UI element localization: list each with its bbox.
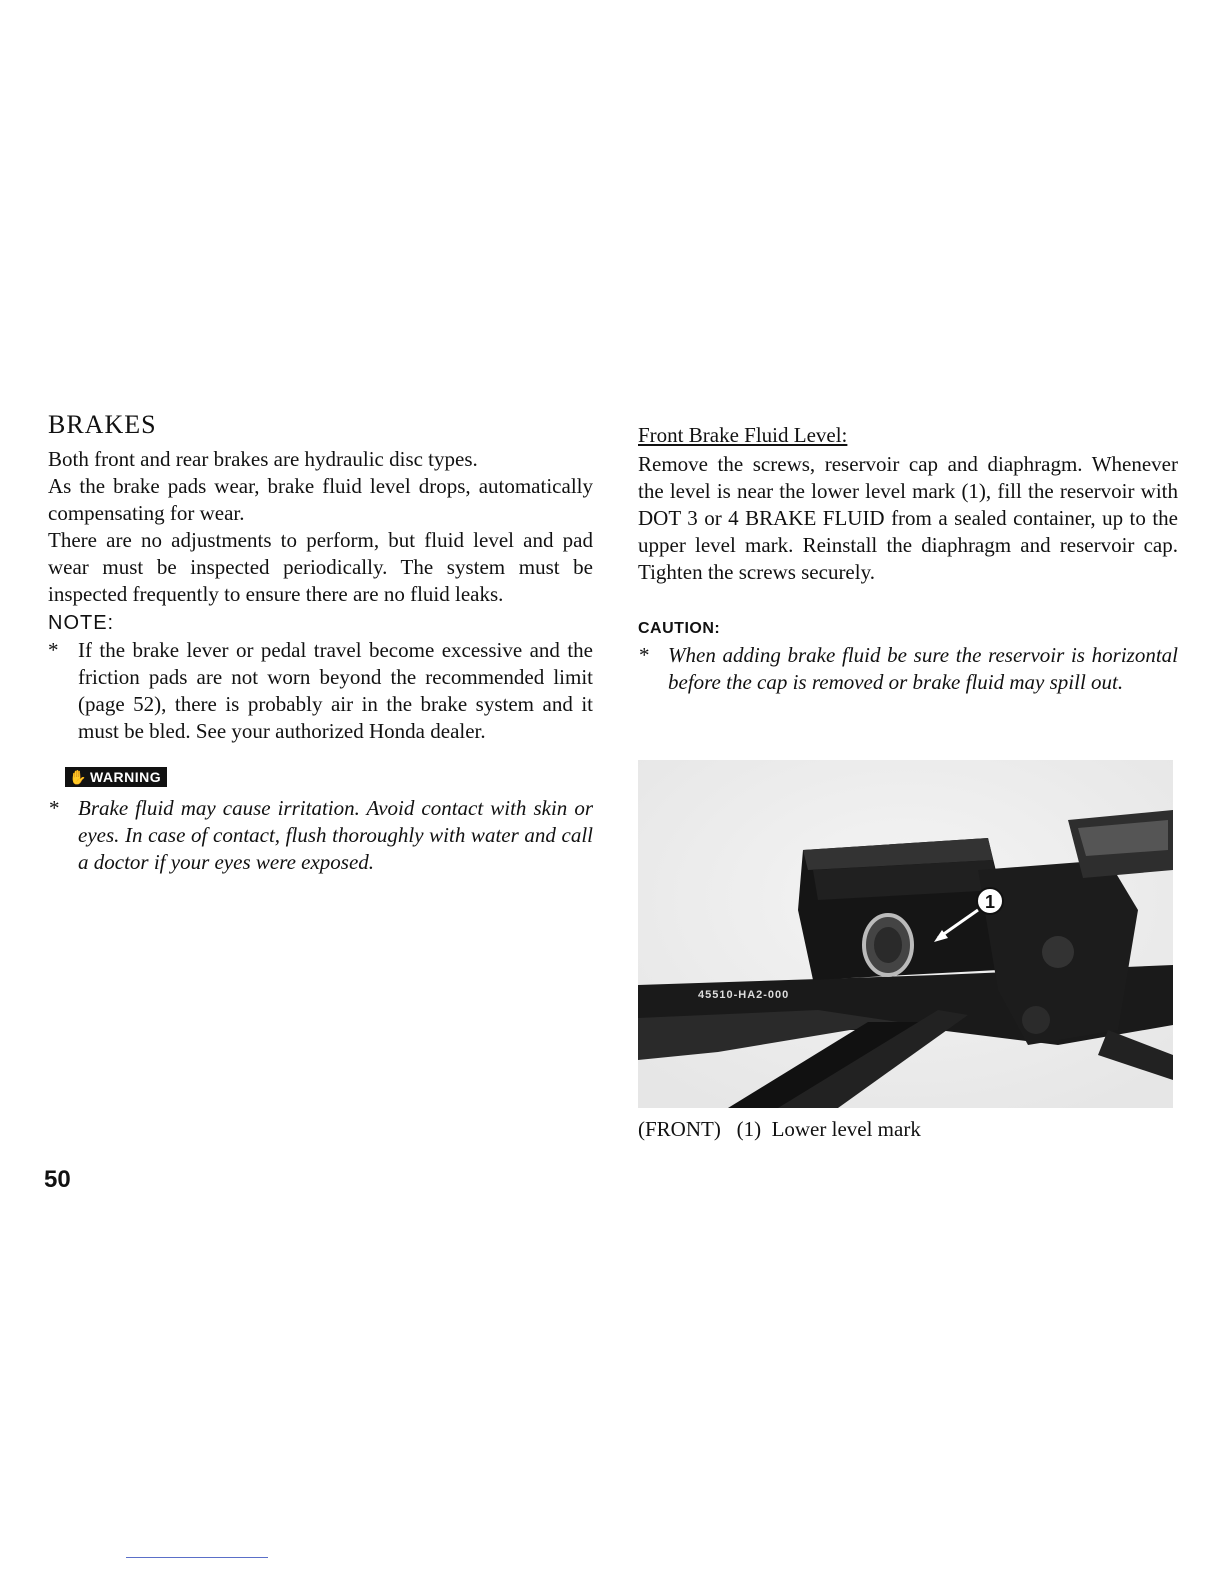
bullet-star: * bbox=[48, 638, 59, 662]
section-title: BRAKES bbox=[48, 410, 157, 439]
caution-text: When adding brake fluid be sure the reservoir is horizontal before the cap is removed or brake fluid may spill out. bbox=[668, 643, 1178, 694]
warning-hand-icon: ✋ bbox=[69, 769, 87, 785]
caution-bullet bbox=[638, 642, 1178, 696]
paragraph-2: As the brake pads wear, brake fluid level drops, automatically compensating for wear. bbox=[48, 474, 593, 525]
bullet-star: * bbox=[638, 643, 649, 667]
footer-rule bbox=[126, 1557, 268, 1558]
warning-badge bbox=[65, 767, 167, 787]
note-text: If the brake lever or pedal travel become excessive and the friction pads are not worn beyond the recommended limit (page 52), there is probably air in the brake system and it must be bled. See your authorized Honda dealer. bbox=[78, 638, 593, 743]
warning-label: WARNING bbox=[89, 769, 162, 785]
left-column bbox=[48, 410, 593, 876]
callout-number: 1 bbox=[984, 892, 996, 912]
brake-reservoir-photo bbox=[638, 760, 1173, 1108]
part-number-stamp: 45510-HA2-000 bbox=[698, 989, 790, 1001]
paragraph-3: There are no adjustments to perform, but fluid level and pad wear must be inspected periodically. The system must be inspected frequently to ensure there are no fluid leaks. bbox=[48, 528, 593, 606]
note-bullet bbox=[48, 637, 593, 745]
photo-caption: (FRONT) (1) Lower level mark bbox=[638, 1117, 921, 1141]
fluid-instructions: Remove the screws, reservoir cap and diaphragm. Whenever the level is near the lower level mark (1), fill the reservoir with DOT 3 or 4 BRAKE FLUID from a sealed container, up to the upper level mark. Reinstall the diaphragm and reservoir cap. Tighten the screws securely. bbox=[638, 452, 1178, 584]
bullet-star: * bbox=[48, 796, 59, 820]
paragraph-1: Both front and rear brakes are hydraulic disc types. bbox=[48, 447, 478, 471]
front-brake-fluid-subhead: Front Brake Fluid Level: bbox=[638, 423, 848, 447]
warning-bullet bbox=[48, 795, 593, 876]
page-number: 50 bbox=[44, 1166, 71, 1193]
warning-text: Brake fluid may cause irritation. Avoid contact with skin or eyes. In case of contact, flush thoroughly with water and call a doctor if your eyes were exposed. bbox=[78, 796, 593, 874]
right-column bbox=[638, 410, 1178, 696]
caution-label: CAUTION: bbox=[638, 620, 721, 637]
note-label: NOTE: bbox=[48, 612, 115, 634]
